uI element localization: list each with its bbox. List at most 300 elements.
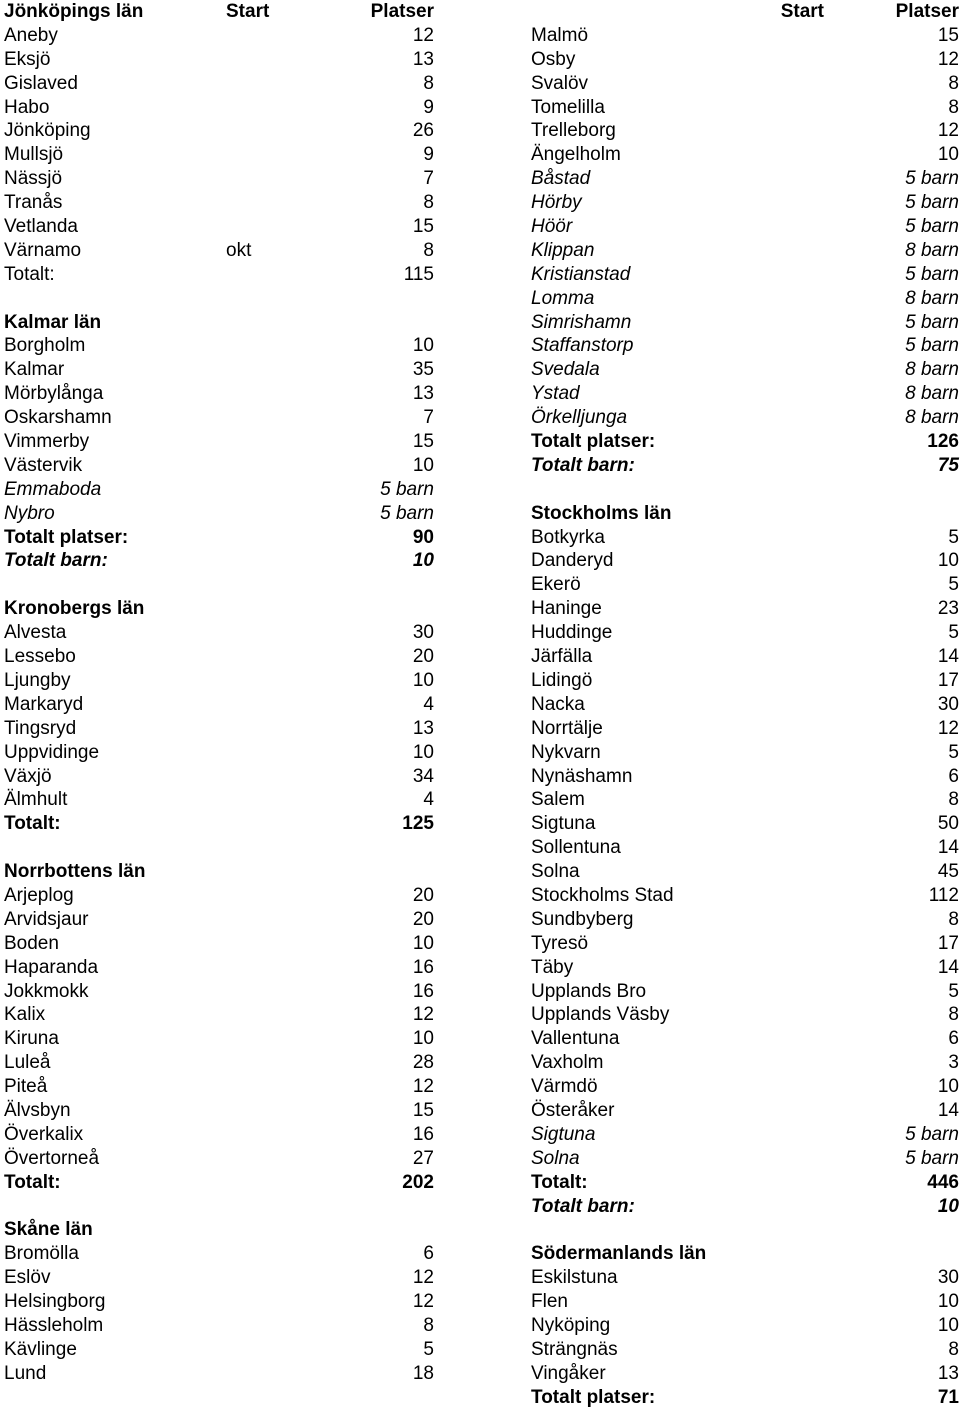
table-row [4,502,434,526]
cell-value: 8 barn [905,287,959,309]
table-row [531,24,959,48]
cell-value: 10 [412,550,434,572]
cell-name: Uppvidinge [4,741,100,763]
table-row [531,1051,959,1075]
cell-value: 8 [948,789,959,811]
cell-name: Kristianstad [531,263,631,285]
table-row [531,215,959,239]
cell-value: 16 [412,980,434,1002]
cell-value: 10 [937,550,959,572]
cell-name: Norrbottens län [4,861,146,883]
table-row [4,573,434,597]
cell-value: 15 [412,431,434,453]
table-row [4,72,434,96]
table-row [4,215,434,239]
cell-name: Överkalix [4,1123,84,1145]
table-row [4,1266,434,1290]
cell-name: Totalt barn: [531,454,635,476]
table-row [4,1290,434,1314]
cell-name: Ystad [531,383,580,405]
cell-name: Tranås [4,192,63,214]
cell-value: 8 [423,72,434,94]
cell-value: 5 barn [905,335,959,357]
right-header-platser: Platser [895,1,959,22]
table-row [4,406,434,430]
cell-name: Staffanstorp [531,335,634,357]
cell-value: 8 [948,72,959,94]
table-row [531,549,959,573]
cell-value: 8 [948,908,959,930]
table-row [531,1290,959,1314]
table-row [531,119,959,143]
cell-name: Lund [4,1362,47,1384]
cell-name: Vaxholm [531,1052,604,1074]
table-row [531,1147,959,1171]
cell-value: 112 [928,884,959,906]
table-row [4,96,434,120]
cell-value: 9 [423,96,434,118]
cell-value: 6 [948,1028,959,1050]
cell-value: 12 [937,120,959,142]
table-row [4,1147,434,1171]
table-row [531,1075,959,1099]
table-row [531,597,959,621]
cell-value: 15 [412,216,434,238]
cell-value: 45 [937,861,959,883]
cell-name: Värnamo [4,239,82,261]
table-row [531,1123,959,1147]
cell-value: 8 [423,1314,434,1336]
cell-name: Stockholms län [531,502,672,524]
table-row [4,836,434,860]
cell-name: Osby [531,48,576,70]
cell-name: Helsingborg [4,1291,106,1313]
cell-value: 27 [412,1147,434,1169]
table-row [531,287,959,311]
table-row [4,382,434,406]
table-row [4,24,434,48]
cell-value: 5 barn [905,1147,959,1169]
cell-value: 8 barn [905,407,959,429]
table-row [531,1027,959,1051]
right-header-row [531,0,959,24]
cell-value: 5 [948,980,959,1002]
table-row [4,860,434,884]
cell-name: Växjö [4,765,52,787]
cell-name: Kävlinge [4,1338,77,1360]
cell-name: Eskilstuna [531,1267,618,1289]
cell-value: 8 [948,1004,959,1026]
table-row [4,812,434,836]
cell-value: 5 [948,526,959,548]
cell-value: 20 [412,646,434,668]
table-row [4,741,434,765]
cell-value: 5 barn [380,502,434,524]
table-row [531,167,959,191]
cell-name: Tyresö [531,932,589,954]
cell-value: 17 [937,932,959,954]
cell-value: 26 [412,120,434,142]
table-row [531,358,959,382]
cell-value: 17 [937,669,959,691]
cell-value: 15 [937,24,959,46]
cell-value: 20 [412,884,434,906]
table-row [531,263,959,287]
cell-name: Nykvarn [531,741,601,763]
cell-name: Mörbylånga [4,383,104,405]
cell-value: 12 [412,1076,434,1098]
cell-value: 30 [412,622,434,644]
cell-value: 10 [937,144,959,166]
cell-name: Gislaved [4,72,78,94]
cell-value: 50 [937,813,959,835]
cell-name: Skåne län [4,1219,93,1241]
cell-value: 5 [423,1338,434,1360]
cell-value: 13 [412,383,434,405]
cell-name: Klippan [531,239,595,261]
table-row [531,908,959,932]
cell-name: Vimmerby [4,431,90,453]
cell-name: Sigtuna [531,813,596,835]
table-row [4,1051,434,1075]
cell-value: 13 [937,1362,959,1384]
cell-name: Strängnäs [531,1338,618,1360]
table-row [4,1099,434,1123]
cell-name: Danderyd [531,550,614,572]
cell-name: Kalmar län [4,311,102,333]
left-header-start: Start [226,1,270,22]
cell-value: 5 barn [905,263,959,285]
cell-value: 10 [937,1195,959,1217]
right-header-start: Start [780,1,824,22]
table-row [4,1027,434,1051]
table-row [531,573,959,597]
cell-value: 30 [937,1267,959,1289]
table-row [531,143,959,167]
table-row [4,884,434,908]
table-row [4,263,434,287]
table-row [4,549,434,573]
cell-name: Totalt platser: [531,1386,656,1408]
cell-name: Ljungby [4,669,71,691]
cell-name: Jönköping [4,120,91,142]
cell-value: 7 [423,168,434,190]
cell-name: Båstad [531,168,591,190]
table-row [531,1338,959,1362]
table-row [531,96,959,120]
cell-value: 14 [937,646,959,668]
cell-name: Nybro [4,502,55,524]
cell-name: Nynäshamn [531,765,633,787]
cell-value: 5 [948,622,959,644]
cell-name: Totalt platser: [531,431,656,453]
cell-name: Flen [531,1291,568,1313]
table-row [531,717,959,741]
cell-value: 12 [412,1291,434,1313]
table-row [4,478,434,502]
cell-value: 5 barn [380,478,434,500]
table-row [531,382,959,406]
cell-value: 4 [423,789,434,811]
cell-name: Kalix [4,1004,46,1026]
cell-value: 12 [937,48,959,70]
cell-value: 8 barn [905,359,959,381]
cell-value: 12 [412,1267,434,1289]
cell-name: Ängelholm [531,144,621,166]
cell-value: 35 [412,359,434,381]
cell-name: Västervik [4,454,83,476]
table-row [4,454,434,478]
cell-name: Nässjö [4,168,63,190]
table-row [531,980,959,1004]
table-row [4,119,434,143]
table-row [4,980,434,1004]
table-row [4,693,434,717]
table-row [531,669,959,693]
cell-value: 6 [423,1243,434,1265]
cell-name: Lessebo [4,646,76,668]
cell-name: Haparanda [4,956,99,978]
table-row [4,1003,434,1027]
cell-value: 16 [412,956,434,978]
cell-value: 125 [402,813,434,835]
table-row [4,597,434,621]
table-row [4,621,434,645]
cell-name: Svedala [531,359,600,381]
table-row [531,239,959,263]
table-row [4,956,434,980]
cell-name: Höör [531,216,573,238]
table-row [531,430,959,454]
cell-name: Vallentuna [531,1028,620,1050]
cell-value: 13 [412,717,434,739]
cell-value: 126 [927,431,959,453]
table-row [531,1266,959,1290]
table-row [531,454,959,478]
cell-value: 16 [412,1123,434,1145]
table-row [4,1338,434,1362]
table-row [531,1218,959,1242]
left-table-body [4,24,434,1386]
cell-name: Arvidsjaur [4,908,89,930]
table-row [531,1362,959,1386]
cell-name: Aneby [4,24,58,46]
table-row [531,812,959,836]
table-row [531,48,959,72]
cell-name: Lomma [531,287,595,309]
table-row [531,478,959,502]
table-row [531,765,959,789]
cell-name: Boden [4,932,59,954]
cell-value: 202 [402,1171,434,1193]
table-row [4,908,434,932]
cell-name: Hässleholm [4,1314,104,1336]
cell-name: Jokkmokk [4,980,89,1002]
table-row [531,956,959,980]
table-row [531,1242,959,1266]
cell-name: Malmö [531,24,589,46]
table-row [4,191,434,215]
cell-name: Örkelljunga [531,407,628,429]
cell-name: Sigtuna [531,1123,596,1145]
cell-start: okt [226,239,252,261]
right-table-body [531,24,959,1410]
cell-value: 5 barn [905,192,959,214]
cell-name: Mullsjö [4,144,64,166]
left-header-title: Jönköpings län [4,1,144,22]
cell-name: Trelleborg [531,120,616,142]
cell-name: Ekerö [531,574,581,596]
cell-value: 12 [412,24,434,46]
cell-name: Kiruna [4,1028,59,1050]
table-row [4,1242,434,1266]
cell-value: 10 [937,1076,959,1098]
cell-name: Österåker [531,1099,615,1121]
cell-value: 8 [423,192,434,214]
cell-value: 4 [423,693,434,715]
cell-name: Nacka [531,693,585,715]
cell-name: Upplands Bro [531,980,647,1002]
table-row [4,1314,434,1338]
table-row [4,167,434,191]
cell-value: 5 barn [905,216,959,238]
cell-name: Emmaboda [4,478,102,500]
left-header-row [4,0,434,24]
cell-name: Markaryd [4,693,84,715]
table-row [4,430,434,454]
cell-value: 5 barn [905,1123,959,1145]
cell-name: Järfälla [531,646,593,668]
table-row [4,788,434,812]
table-row [531,526,959,550]
table-row [531,191,959,215]
cell-value: 10 [412,335,434,357]
cell-name: Södermanlands län [531,1243,707,1265]
cell-name: Salem [531,789,585,811]
table-row [4,1123,434,1147]
table-row [531,502,959,526]
table-row [4,717,434,741]
table-row [531,932,959,956]
cell-name: Tomelilla [531,96,605,118]
cell-name: Simrishamn [531,311,632,333]
table-row [4,1362,434,1386]
cell-name: Hörby [531,192,582,214]
cell-value: 10 [412,669,434,691]
cell-value: 10 [937,1314,959,1336]
table-row [4,645,434,669]
cell-value: 3 [948,1052,959,1074]
cell-value: 13 [412,48,434,70]
table-row [4,1171,434,1195]
cell-name: Kalmar [4,359,65,381]
cell-name: Oskarshamn [4,407,112,429]
cell-value: 5 [948,574,959,596]
cell-value: 14 [937,1099,959,1121]
cell-name: Luleå [4,1052,51,1074]
cell-name: Sundbyberg [531,908,634,930]
cell-value: 14 [937,956,959,978]
cell-name: Solna [531,861,580,883]
cell-name: Lidingö [531,669,593,691]
cell-value: 90 [412,526,434,548]
table-row [531,884,959,908]
cell-value: 8 barn [905,239,959,261]
cell-value: 20 [412,908,434,930]
cell-name: Eslöv [4,1267,51,1289]
table-row [4,143,434,167]
cell-value: 18 [412,1362,434,1384]
table-row [4,1218,434,1242]
cell-name: Upplands Väsby [531,1004,670,1026]
cell-name: Totalt: [4,263,55,285]
cell-value: 9 [423,144,434,166]
cell-name: Värmdö [531,1076,598,1098]
cell-value: 10 [937,1291,959,1313]
cell-value: 71 [937,1386,959,1408]
table-row [4,669,434,693]
cell-value: 10 [412,932,434,954]
table-row [531,621,959,645]
table-row [531,693,959,717]
cell-value: 30 [937,693,959,715]
cell-name: Totalt: [4,813,61,835]
cell-value: 12 [412,1004,434,1026]
cell-name: Stockholms Stad [531,884,674,906]
table-row [531,836,959,860]
cell-value: 8 [423,239,434,261]
table-row [531,334,959,358]
table-row [4,48,434,72]
table-row [531,72,959,96]
table-row [4,334,434,358]
cell-name: Piteå [4,1076,48,1098]
cell-name: Botkyrka [531,526,605,548]
cell-name: Solna [531,1147,580,1169]
cell-name: Eksjö [4,48,51,70]
cell-value: 8 [948,1338,959,1360]
cell-name: Habo [4,96,50,118]
cell-value: 446 [927,1171,959,1193]
cell-name: Älvsbyn [4,1099,71,1121]
table-row [531,1003,959,1027]
cell-value: 23 [937,598,959,620]
cell-name: Sollentuna [531,837,621,859]
cell-name: Kronobergs län [4,598,145,620]
cell-value: 10 [412,1028,434,1050]
cell-value: 8 barn [905,383,959,405]
cell-value: 10 [412,454,434,476]
cell-name: Totalt barn: [531,1195,635,1217]
cell-value: 8 [948,96,959,118]
cell-value: 14 [937,837,959,859]
table-row [531,1195,959,1219]
left-header-platser: Platser [370,1,434,22]
cell-name: Vingåker [531,1362,606,1384]
table-row [4,1195,434,1219]
cell-name: Totalt: [4,1171,61,1193]
cell-name: Tingsryd [4,717,77,739]
cell-name: Täby [531,956,574,978]
cell-value: 28 [412,1052,434,1074]
table-row [531,1099,959,1123]
cell-name: Haninge [531,598,602,620]
cell-value: 5 barn [905,168,959,190]
table-row [4,239,434,263]
cell-name: Vetlanda [4,216,78,238]
cell-value: 5 barn [905,311,959,333]
table-row [531,1314,959,1338]
